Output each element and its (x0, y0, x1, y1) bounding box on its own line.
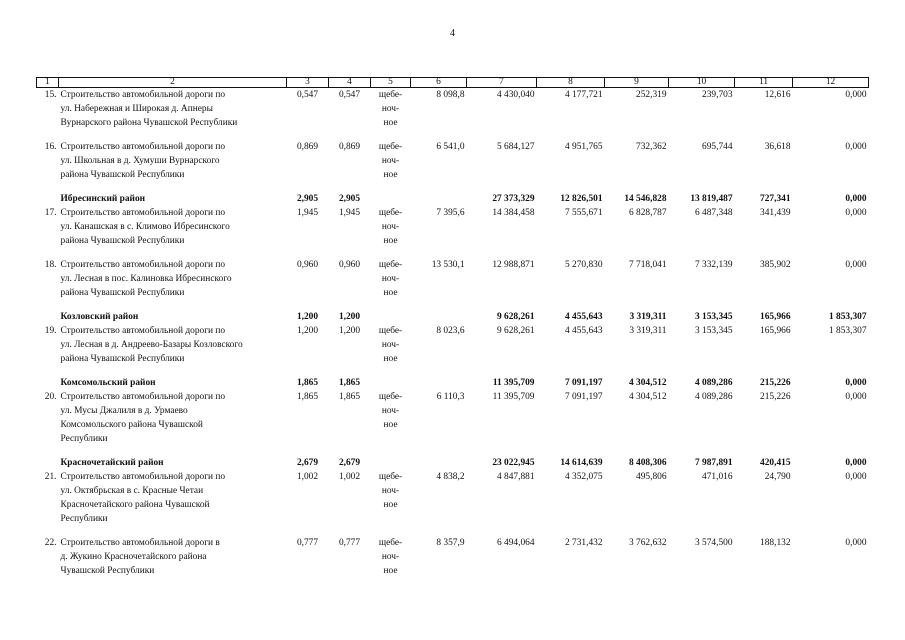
value-col-8: 2 731,432 (565, 538, 603, 548)
page-number: 4 (450, 28, 455, 39)
column-header-3: 3 (287, 78, 329, 88)
row-number: 21. (44, 472, 57, 482)
cost-per-km (411, 376, 467, 390)
row-number: 18. (44, 260, 57, 270)
surface-type (371, 376, 411, 390)
surface-line: ноч- (381, 552, 400, 562)
length-total: 2,905 (296, 194, 319, 204)
surface-line: щебе- (378, 208, 403, 218)
value-col-12: 0,000 (845, 142, 867, 152)
total-cost: 27 373,329 (492, 194, 535, 204)
description-line: ул. Лесная в д. Андреево-Базары Козловского (60, 340, 243, 350)
cost-per-km: 7 395,6 (436, 208, 465, 218)
cost-per-km: 6 110,3 (436, 392, 465, 402)
description-line: Строительство автомобильной дороги по (60, 472, 226, 482)
description-line: ул. Канашская в с. Климово Ибресинского (60, 222, 230, 232)
value-col-8: 7 091,197 (565, 392, 603, 402)
value-col-8: 7 091,197 (565, 378, 603, 388)
description-line: Строительство автомобильной дороги по (60, 392, 226, 402)
length-built: 1,865 (338, 378, 361, 388)
row-description (59, 88, 287, 131)
row-spacer (37, 526, 869, 536)
total-cost: 12 988,871 (492, 260, 535, 270)
row-number: 19. (44, 326, 57, 336)
value-col-9: 3 762,632 (629, 538, 667, 548)
description-line: Строительство автомобильной дороги по (60, 142, 226, 152)
value-col-10: 4 089,286 (695, 392, 733, 402)
length-built: 0,777 (338, 538, 361, 548)
table-row (37, 88, 869, 131)
row-number: 16. (44, 142, 57, 152)
spacer-cell (37, 526, 869, 536)
column-header-2: 2 (59, 78, 287, 88)
value-col-9: 6 828,787 (629, 208, 667, 218)
length-total: 1,865 (296, 392, 319, 402)
surface-type (371, 88, 411, 131)
total-cost: 9 628,261 (497, 326, 535, 336)
length-built: 1,200 (338, 326, 361, 336)
row-description (59, 470, 287, 526)
row-number (37, 456, 59, 470)
value-col-8: 14 614,639 (560, 458, 603, 468)
length-built: 1,945 (338, 208, 361, 218)
description-line: ул. Мусы Джалиля в д. Урмаево (60, 406, 188, 416)
value-col-9: 3 319,311 (629, 326, 667, 336)
cost-per-km (411, 456, 467, 470)
total-cost: 6 494,064 (497, 538, 535, 548)
column-header-8: 8 (537, 78, 605, 88)
district-row (37, 456, 869, 470)
column-header-1: 1 (37, 78, 59, 88)
table-row (37, 324, 869, 366)
description-line: Республики (60, 514, 108, 524)
column-header-11: 11 (735, 78, 793, 88)
value-col-10: 695,744 (702, 142, 733, 152)
value-col-9: 3 319,311 (629, 312, 667, 322)
surface-line: щебе- (378, 142, 403, 152)
length-total: 1,200 (296, 312, 319, 322)
value-col-11: 420,415 (760, 458, 791, 468)
total-cost: 9 628,261 (497, 312, 535, 322)
surface-line: ное (383, 420, 398, 430)
row-description (59, 324, 287, 366)
column-header-12: 12 (793, 78, 869, 88)
row-description (59, 376, 287, 390)
description-line: д. Жукино Красночетайского района (60, 552, 207, 562)
value-col-12: 0,000 (845, 260, 867, 270)
length-built: 2,905 (338, 194, 361, 204)
surface-type (371, 140, 411, 182)
surface-line: щебе- (378, 472, 403, 482)
column-header-7: 7 (467, 78, 537, 88)
length-total: 0,777 (296, 538, 319, 548)
value-col-11: 165,966 (760, 326, 791, 336)
table-row (37, 470, 869, 526)
column-header-10: 10 (669, 78, 735, 88)
surface-line: ноч- (381, 274, 400, 284)
value-col-8: 5 270,830 (565, 260, 603, 270)
value-col-12: 0,000 (845, 472, 867, 482)
value-col-10: 7 987,891 (695, 458, 733, 468)
row-description (59, 258, 287, 300)
surface-line: щебе- (378, 538, 403, 548)
value-col-10: 239,703 (702, 90, 733, 100)
length-built: 1,002 (338, 472, 361, 482)
spacer-cell (37, 366, 869, 376)
column-header-5: 5 (371, 78, 411, 88)
length-total: 1,200 (296, 326, 319, 336)
surface-type (371, 536, 411, 578)
value-col-12: 0,000 (845, 194, 867, 204)
length-built: 0,960 (338, 260, 361, 270)
value-col-10: 13 819,487 (690, 194, 733, 204)
cost-per-km: 8 357,9 (436, 538, 465, 548)
value-col-11: 215,226 (760, 392, 791, 402)
row-spacer (37, 248, 869, 258)
value-col-11: 24,790 (764, 472, 791, 482)
row-number: 15. (44, 90, 57, 100)
description-line: Строительство автомобильной дороги по (60, 326, 226, 336)
description-line: Красночетайского района Чувашской (60, 500, 210, 510)
row-spacer (37, 182, 869, 192)
surface-type (371, 206, 411, 248)
length-total: 0,869 (296, 142, 319, 152)
row-spacer (37, 300, 869, 310)
description-line: ул. Лесная в пос. Калиновка Ибресинского (60, 274, 232, 284)
total-cost: 11 395,709 (492, 392, 535, 402)
value-col-11: 188,132 (760, 538, 791, 548)
total-cost: 4 847,881 (497, 472, 535, 482)
spacer-cell (37, 130, 869, 140)
column-number-header (37, 78, 869, 88)
surface-type (371, 310, 411, 324)
surface-type (371, 258, 411, 300)
value-col-12: 1 853,307 (829, 312, 867, 322)
length-total: 1,002 (296, 472, 319, 482)
cost-per-km: 8 098,8 (436, 90, 465, 100)
row-number: 22. (44, 538, 57, 548)
description-line: Строительство автомобильной дороги по (60, 208, 226, 218)
table-row (37, 206, 869, 248)
value-col-8: 4 951,765 (565, 142, 603, 152)
row-number (37, 310, 59, 324)
surface-line: ное (383, 288, 398, 298)
value-col-11: 165,966 (760, 312, 791, 322)
value-col-12: 0,000 (845, 458, 867, 468)
district-row (37, 192, 869, 206)
surface-line: ное (383, 566, 398, 576)
surface-type (371, 192, 411, 206)
length-total: 1,945 (296, 208, 319, 218)
row-spacer (37, 366, 869, 376)
value-col-12: 0,000 (845, 90, 867, 100)
value-col-10: 6 487,348 (695, 208, 733, 218)
row-spacer (37, 446, 869, 456)
surface-line: ное (383, 118, 398, 128)
surface-line: щебе- (378, 90, 403, 100)
column-header-9: 9 (605, 78, 669, 88)
surface-line: щебе- (378, 392, 403, 402)
total-cost: 11 395,709 (492, 378, 535, 388)
total-cost: 5 684,127 (497, 142, 535, 152)
length-total: 0,547 (296, 90, 319, 100)
value-col-10: 3 153,345 (695, 312, 733, 322)
length-built: 0,547 (338, 90, 361, 100)
value-col-12: 1 853,307 (829, 326, 867, 336)
cost-per-km: 6 541,0 (436, 142, 465, 152)
surface-line: щебе- (378, 260, 403, 270)
description-line: Красночетайский район (60, 458, 164, 468)
surface-line: ное (383, 236, 398, 246)
row-description (59, 206, 287, 248)
spacer-cell (37, 446, 869, 456)
value-col-11: 727,341 (760, 194, 791, 204)
value-col-11: 215,226 (760, 378, 791, 388)
value-col-12: 0,000 (845, 208, 867, 218)
length-built: 1,200 (338, 312, 361, 322)
value-col-9: 7 718,041 (629, 260, 667, 270)
value-col-9: 4 304,512 (629, 392, 667, 402)
description-line: Ибресинский район (60, 194, 146, 204)
spacer-cell (37, 182, 869, 192)
surface-line: ноч- (381, 406, 400, 416)
description-line: ул. Октябрьская в с. Красные Четаи (60, 486, 204, 496)
value-col-10: 3 574,500 (695, 538, 733, 548)
table-row (37, 536, 869, 578)
district-row (37, 310, 869, 324)
value-col-11: 385,902 (760, 260, 791, 270)
value-col-9: 4 304,512 (629, 378, 667, 388)
road-construction-table (36, 77, 869, 578)
value-col-9: 252,319 (636, 90, 667, 100)
row-description (59, 192, 287, 206)
cost-per-km (411, 192, 467, 206)
row-number (37, 376, 59, 390)
value-col-9: 732,362 (636, 142, 667, 152)
value-col-11: 341,439 (760, 208, 791, 218)
value-col-8: 12 826,501 (560, 194, 603, 204)
row-description (59, 140, 287, 182)
value-col-8: 4 455,643 (565, 326, 603, 336)
cost-per-km: 8 023,6 (436, 326, 465, 336)
value-col-12: 0,000 (845, 378, 867, 388)
value-col-12: 0,000 (845, 392, 867, 402)
surface-line: ноч- (381, 222, 400, 232)
description-line: Вурнарского района Чувашской Республики (60, 118, 238, 128)
description-line: Республики (60, 434, 108, 444)
length-total: 2,679 (296, 458, 319, 468)
surface-type (371, 456, 411, 470)
value-col-8: 4 455,643 (565, 312, 603, 322)
table-row (37, 258, 869, 300)
value-col-10: 4 089,286 (695, 378, 733, 388)
row-number: 17. (44, 208, 57, 218)
row-description (59, 310, 287, 324)
value-col-12: 0,000 (845, 538, 867, 548)
surface-line: ноч- (381, 486, 400, 496)
spacer-cell (37, 248, 869, 258)
cost-per-km: 4 838,2 (436, 472, 465, 482)
value-col-10: 7 332,139 (695, 260, 733, 270)
row-spacer (37, 130, 869, 140)
row-number (37, 192, 59, 206)
description-line: Строительство автомобильной дороги в (60, 538, 220, 548)
value-col-9: 8 408,306 (629, 458, 667, 468)
value-col-10: 471,016 (702, 472, 733, 482)
table-row (37, 140, 869, 182)
description-line: Козловский район (60, 312, 139, 322)
description-line: района Чувашской Республики (60, 354, 185, 364)
value-col-8: 4 352,075 (565, 472, 603, 482)
value-col-9: 14 546,828 (624, 194, 667, 204)
column-header-4: 4 (329, 78, 371, 88)
description-line: Комсомольского района Чувашской (60, 420, 203, 430)
total-cost: 23 022,945 (492, 458, 535, 468)
description-line: ул. Школьная в д. Хумуши Вурнарского (60, 156, 220, 166)
column-header-6: 6 (411, 78, 467, 88)
length-built: 0,869 (338, 142, 361, 152)
surface-line: ное (383, 170, 398, 180)
surface-type (371, 390, 411, 446)
cost-per-km (411, 310, 467, 324)
surface-line: ноч- (381, 156, 400, 166)
row-description (59, 536, 287, 578)
length-total: 0,960 (296, 260, 319, 270)
surface-line: ное (383, 500, 398, 510)
row-description (59, 456, 287, 470)
surface-type (371, 324, 411, 366)
description-line: района Чувашской Республики (60, 236, 185, 246)
value-col-9: 495,806 (636, 472, 667, 482)
description-line: Комсомольский район (60, 378, 156, 388)
length-built: 2,679 (338, 458, 361, 468)
surface-line: ное (383, 354, 398, 364)
value-col-11: 36,618 (764, 142, 791, 152)
length-total: 1,865 (296, 378, 319, 388)
row-description (59, 390, 287, 446)
table-row (37, 390, 869, 446)
row-number: 20. (44, 392, 57, 402)
description-line: ул. Набережная и Широкая д. Апнеры (60, 104, 213, 114)
description-line: Строительство автомобильной дороги по (60, 260, 226, 270)
surface-line: щебе- (378, 326, 403, 336)
surface-line: ноч- (381, 340, 400, 350)
value-col-11: 12,616 (764, 90, 791, 100)
value-col-10: 3 153,345 (695, 326, 733, 336)
surface-type (371, 470, 411, 526)
value-col-8: 4 177,721 (565, 90, 603, 100)
length-built: 1,865 (338, 392, 361, 402)
description-line: района Чувашской Республики (60, 288, 185, 298)
description-line: Чувашской Республики (60, 566, 155, 576)
total-cost: 14 384,458 (492, 208, 535, 218)
value-col-8: 7 555,671 (565, 208, 603, 218)
description-line: района Чувашской Республики (60, 170, 185, 180)
district-row (37, 376, 869, 390)
cost-per-km: 13 530,1 (431, 260, 465, 270)
surface-line: ноч- (381, 104, 400, 114)
spacer-cell (37, 300, 869, 310)
description-line: Строительство автомобильной дороги по (60, 90, 226, 100)
total-cost: 4 430,040 (497, 90, 535, 100)
